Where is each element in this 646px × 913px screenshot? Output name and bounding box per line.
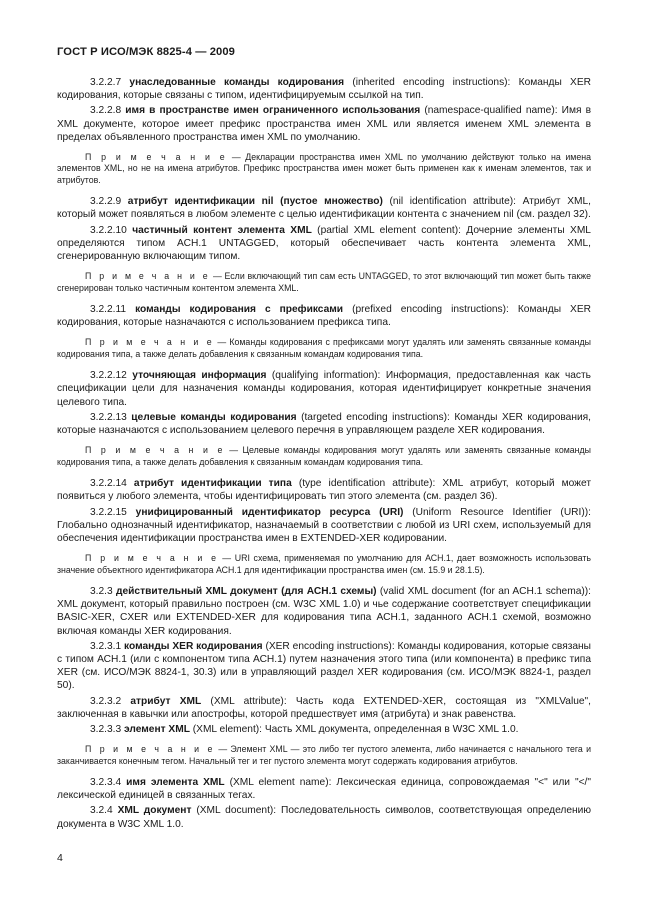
definition-paragraph	[57, 411, 591, 437]
note-text: — Команды кодирования с префиксами могут удалять или заменять связанные команды кодирования типа, а также делать добавления к связанным командам кодирования типа.	[57, 337, 591, 359]
term: XML документ	[117, 805, 192, 817]
definition-text: (XML document): Последовательность символов, соответствующая определению документа в W3C XML 1.0.	[57, 805, 591, 830]
term: имя в пространстве имен ограниченного использования	[125, 105, 421, 117]
note-text: — Целевые команды кодирования могут удалять или заменять связанные команды кодирования типа, а также делать добавления к связанным командам кодирования типа.	[57, 445, 591, 467]
term: частичный контент элемента XML	[132, 224, 312, 236]
note-paragraph	[57, 553, 591, 576]
definition-paragraph	[57, 585, 591, 638]
definition-text: (namespace-qualified name): Имя в XML документе, которое имеет префикс пространства имен XML или является именем XML элемента в пределах объявленного пространства имен XML по умолчанию.	[57, 105, 591, 143]
term: атрибут XML	[130, 695, 202, 707]
note-text: — Если включающий тип сам есть UNTAGGED, то этот включающий тип может быть также сгенерирован только частичным контентом элемента XML.	[57, 271, 592, 293]
term: команды кодирования с префиксами	[135, 304, 344, 316]
clause-number: 3.2.3	[90, 585, 113, 597]
clause-number: 3.2.3.4	[90, 776, 122, 788]
definition-text: (XML element name): Лексическая единица, сопровождаемая "<" или "</" лексической единицей в связанных тегах.	[57, 776, 591, 802]
term: действительный XML документ (для АСН.1 схемы)	[116, 585, 377, 597]
definition-paragraph	[57, 303, 591, 329]
clause-number: 3.2.4	[90, 805, 113, 817]
definition-text: (Uniform Resource Identifier (URI)): Глобально однозначный идентификатор, назначаемый в соответствии с любой из URI схем, используемый для обеспечения идентификации пространства имен в EXTENDED-XER кодировании.	[57, 506, 591, 544]
definition-paragraph	[57, 76, 591, 102]
clause-number: 3.2.2.9	[90, 196, 122, 208]
note-text: — URI схема, применяемая по умолчанию для АСН.1, дает возможность использовать значение объектного идентификатора АСН.1 для идентификации пространства имен (см. 15.9 и 28.1.5).	[57, 553, 591, 575]
clause-number: 3.2.3.2	[90, 695, 122, 707]
clause-number: 3.2.3.1	[90, 640, 122, 652]
clause-number: 3.2.2.15	[90, 506, 127, 518]
term: уточняющая информация	[132, 370, 267, 382]
page-number: 4	[57, 852, 63, 864]
definition-text: (XML element): Часть XML документа, определенная в W3C XML 1.0.	[189, 723, 519, 735]
note-paragraph	[57, 337, 591, 360]
note-label: П р и м е ч а н и е	[85, 271, 211, 282]
note-text: — Элемент XML — это либо тег пустого элемента, либо начинается с начального тега и заканчивается конечным тегом. Начальный тег и тег пустого элемента могут содержать кодирования атрибутов.	[57, 744, 592, 766]
definition-paragraph	[57, 224, 591, 264]
definition-text: (XER encoding instructions): Команды кодирования, которые связаны с типом АСН.1 (или с компонентом типа АСН.1) путем назначения этого типа (или компонента) в префикс типа XER (см. ИСО/МЭК 8824-1, 30.3) или в управляющий раздел XER кодирования (см. ИСО/МЭК 8824-1, раздел 50).	[57, 640, 591, 692]
note-paragraph	[57, 152, 591, 186]
definition-paragraph	[57, 477, 591, 503]
clause-number: 3.2.3.3	[90, 723, 122, 735]
note-text: — Декларации пространства имен XML по умолчанию действуют только на имена элементов XML, но не на имена атрибутов. Префикс пространства имен может быть применен как к именам элементов, так и атрибутов.	[57, 152, 591, 185]
definition-paragraph	[57, 640, 591, 693]
definition-paragraph	[57, 195, 591, 221]
definition-paragraph	[57, 104, 591, 144]
definition-paragraph	[57, 776, 591, 802]
term: унаследованные команды кодирования	[129, 77, 345, 88]
definition-text: (type identification attribute): XML атрибут, который может появиться у любого элемента, чтобы идентифицировать тип этого элемента (см. раздел 36).	[57, 478, 591, 503]
definition-text: (qualifying information): Информация, предоставленная как часть спецификации цели для назначения команды кодирования, которая идентифицирует конкретные значения целевого типа.	[57, 370, 591, 408]
page-content	[57, 76, 591, 833]
note-label: П р и м е ч а н и е	[85, 152, 228, 163]
clause-number: 3.2.2.14	[90, 478, 127, 490]
definition-paragraph	[57, 723, 591, 736]
term: элемент XML	[124, 723, 190, 735]
definition-paragraph	[57, 369, 591, 409]
note-label: П р и м е ч а н и е	[85, 445, 225, 456]
definition-paragraph	[57, 506, 591, 546]
note-paragraph	[57, 744, 591, 767]
definition-text: (partial XML element content): Дочерние элементы XML определяются типом АСН.1 UNTAGGED, который обеспечивает часть контента элемента XML, сгенерированную включающим типом.	[57, 224, 591, 263]
term: имя элемента XML	[126, 776, 225, 788]
note-label: П р и м е ч а н и е	[85, 553, 219, 564]
term: атрибут идентификации типа	[133, 478, 292, 490]
note-paragraph	[57, 271, 591, 294]
clause-number: 3.2.2.12	[90, 370, 127, 382]
clause-number: 3.2.2.7	[90, 77, 122, 88]
definition-paragraph	[57, 695, 591, 721]
term: унифицированный идентификатор ресурса (URI)	[135, 506, 404, 518]
note-label: П р и м е ч а н и е	[85, 337, 215, 348]
clause-number: 3.2.2.8	[90, 105, 122, 117]
term: целевые команды кодирования	[131, 411, 297, 423]
term: атрибут идентификации nil (пустое множество)	[127, 196, 383, 208]
clause-number: 3.2.2.11	[90, 304, 127, 316]
definition-text: (valid XML document (for an ACH.1 schema)): XML документ, который правильно построен (см. W3C XML 1.0) и чье содержание соответствует спецификации BASIC-XER, CXER или EXTENDED-XER для кодирования типа АСН.1, заданного АСН.1 схемой, возможно включая команды XER кодирования.	[57, 585, 591, 637]
definition-text: (XML attribute): Часть кода EXTENDED-XER, состоящая из "XMLValue", заключенная в кавычки или апострофы, которой предшествует имя (атрибута) и знак равенства.	[57, 695, 591, 720]
clause-number: 3.2.2.13	[90, 411, 127, 423]
clause-number: 3.2.2.10	[90, 224, 127, 236]
definition-paragraph	[57, 804, 591, 830]
definition-text: (nil identification attribute): Атрибут XML, который может появляться в любом элементе с целью идентификации контента с значением nil (см. раздел 32).	[57, 196, 591, 221]
definition-text: (prefixed encoding instructions): Команды XER кодирования, которые назначаются с использованием префикса типа.	[57, 304, 591, 329]
definition-text: (targeted encoding instructions): Команды XER кодирования, которые назначаются с использованием целевого перечня в управляющем разделе XER кодирования.	[57, 411, 591, 437]
page-header: ГОСТ Р ИСО/МЭК 8825-4 — 2009	[57, 46, 236, 58]
term: команды XER кодирования	[124, 640, 263, 652]
note-label: П р и м е ч а н и е	[85, 744, 216, 755]
note-paragraph	[57, 445, 591, 468]
definition-text: (inherited encoding instructions): Команды XER кодирования, которые связаны с типом, идентифицируемым ссылкой на тип.	[57, 77, 591, 102]
